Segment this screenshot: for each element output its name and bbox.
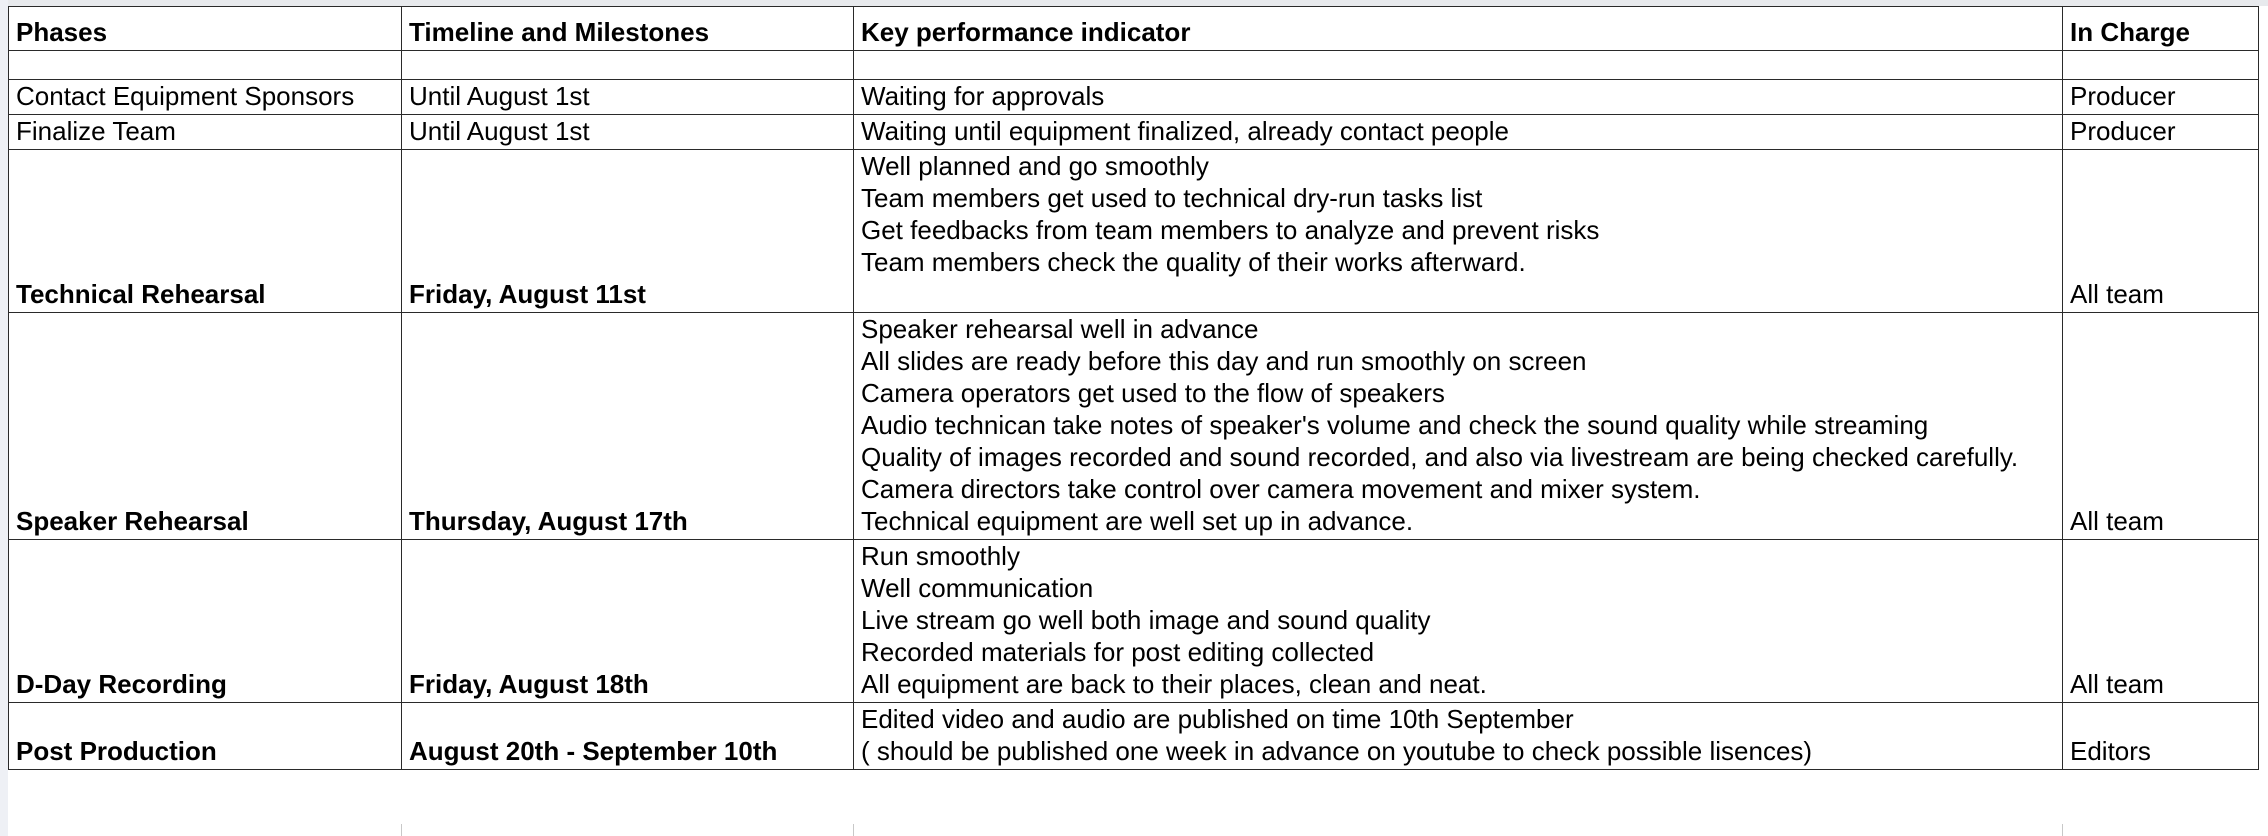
kpi-line: Audio technican take notes of speaker's volume and check the sound quality while streaming: [861, 410, 1929, 440]
cell-kpi[interactable]: [854, 150, 2063, 313]
cell-timeline[interactable]: [402, 51, 854, 80]
kpi-line: Waiting until equipment finalized, already contact people: [861, 116, 1509, 146]
header-row: [9, 7, 2259, 51]
cell-kpi[interactable]: [854, 540, 2063, 703]
cell-timeline[interactable]: Until August 1st: [402, 80, 854, 115]
next-row-stub: [8, 824, 2258, 836]
grid-line: [853, 824, 854, 836]
cell-in-charge[interactable]: All team: [2063, 313, 2259, 540]
kpi-line: Team members check the quality of their works afterward.: [861, 247, 1526, 277]
table-row: [9, 313, 2259, 540]
cell-in-charge[interactable]: [2063, 51, 2259, 80]
table-row: [9, 80, 2259, 115]
kpi-line: Speaker rehearsal well in advance: [861, 314, 1259, 344]
cell-phase[interactable]: Post Production: [9, 703, 402, 770]
header-cell-timeline[interactable]: Timeline and Milestones: [402, 7, 854, 51]
grid-line: [401, 824, 402, 836]
table-row: [9, 51, 2259, 80]
kpi-line: Get feedbacks from team members to analyze and prevent risks: [861, 215, 1600, 245]
cell-kpi[interactable]: [854, 115, 2063, 150]
kpi-line: Quality of images recorded and sound recorded, and also via livestream are being checked carefully.: [861, 442, 2019, 472]
grid-line: [2062, 824, 2063, 836]
cell-phase[interactable]: D-Day Recording: [9, 540, 402, 703]
kpi-line: Technical equipment are well set up in advance.: [861, 506, 1414, 536]
cell-phase[interactable]: Contact Equipment Sponsors: [9, 80, 402, 115]
header-cell-in-charge[interactable]: In Charge: [2063, 7, 2259, 51]
cell-timeline[interactable]: Friday, August 18th: [402, 540, 854, 703]
cell-timeline[interactable]: August 20th - September 10th: [402, 703, 854, 770]
table-row: [9, 703, 2259, 770]
cell-phase[interactable]: Finalize Team: [9, 115, 402, 150]
table-row: [9, 150, 2259, 313]
cell-kpi[interactable]: [854, 313, 2063, 540]
table-row: [9, 115, 2259, 150]
kpi-blank-line: [861, 278, 2055, 310]
kpi-line: Team members get used to technical dry-run tasks list: [861, 183, 1483, 213]
header-cell-kpi[interactable]: Key performance indicator: [854, 7, 2063, 51]
phases-table-body: [9, 7, 2259, 770]
kpi-line: Edited video and audio are published on time 10th September: [861, 704, 1574, 734]
cell-timeline[interactable]: Until August 1st: [402, 115, 854, 150]
cell-in-charge[interactable]: Editors: [2063, 703, 2259, 770]
cell-kpi[interactable]: [854, 703, 2063, 770]
cell-kpi[interactable]: [854, 51, 2063, 80]
kpi-line: Well communication: [861, 573, 1094, 603]
cell-in-charge[interactable]: All team: [2063, 540, 2259, 703]
cell-in-charge[interactable]: Producer: [2063, 115, 2259, 150]
cell-phase[interactable]: Technical Rehearsal: [9, 150, 402, 313]
cell-timeline[interactable]: Thursday, August 17th: [402, 313, 854, 540]
cell-in-charge[interactable]: Producer: [2063, 80, 2259, 115]
kpi-line: Run smoothly: [861, 541, 1020, 571]
header-cell-phases[interactable]: Phases: [9, 7, 402, 51]
cell-phase[interactable]: Speaker Rehearsal: [9, 313, 402, 540]
cell-phase[interactable]: [9, 51, 402, 80]
cell-kpi[interactable]: [854, 80, 2063, 115]
kpi-line: Waiting for approvals: [861, 81, 1105, 111]
kpi-line: Camera directors take control over camera movement and mixer system.: [861, 474, 1701, 504]
cell-timeline[interactable]: Friday, August 11st: [402, 150, 854, 313]
kpi-line: Well planned and go smoothly: [861, 151, 1209, 181]
phases-table: [8, 6, 2259, 770]
kpi-line: All slides are ready before this day and run smoothly on screen: [861, 346, 1587, 376]
kpi-line: Live stream go well both image and sound quality: [861, 605, 1431, 635]
kpi-line: Recorded materials for post editing collected: [861, 637, 1375, 667]
kpi-line: ( should be published one week in advance on youtube to check possible lisences): [861, 736, 1813, 766]
kpi-line: All equipment are back to their places, clean and neat.: [861, 669, 1487, 699]
cell-in-charge[interactable]: All team: [2063, 150, 2259, 313]
table-row: [9, 540, 2259, 703]
row-header-strip: [0, 0, 8, 836]
kpi-line: Camera operators get used to the flow of speakers: [861, 378, 1445, 408]
